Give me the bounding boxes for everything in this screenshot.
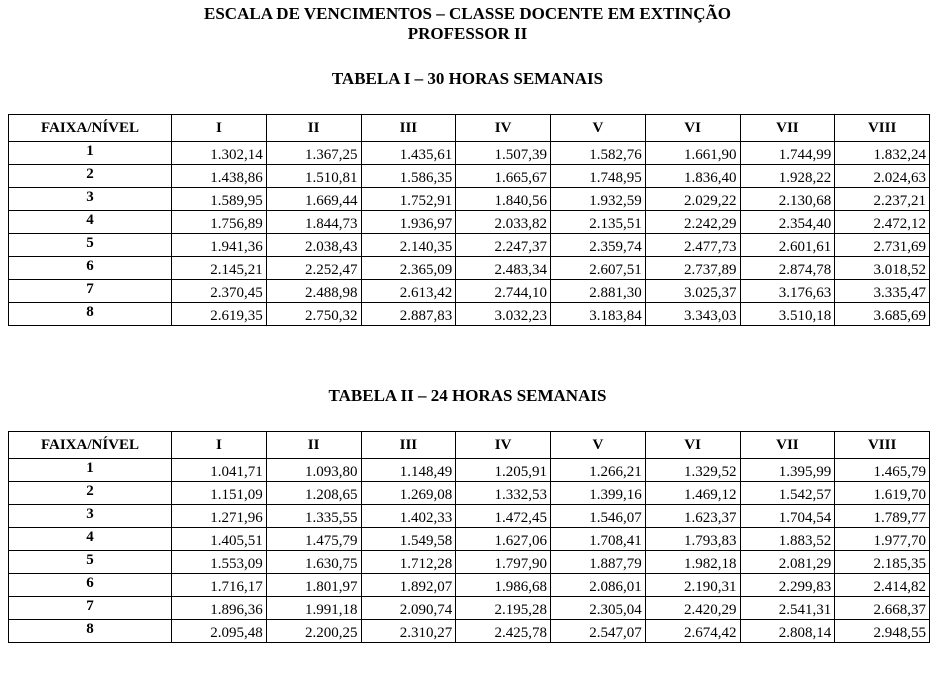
table-row (9, 505, 930, 528)
column-header: V (551, 115, 646, 142)
salary-cell: 2.237,21 (835, 188, 930, 211)
column-header: IV (456, 115, 551, 142)
salary-cell: 2.038,43 (266, 234, 361, 257)
salary-cell: 1.589,95 (172, 188, 267, 211)
salary-cell: 1.367,25 (266, 142, 361, 165)
row-level-label: 7 (9, 280, 172, 303)
salary-cell: 2.200,25 (266, 620, 361, 643)
salary-cell: 2.881,30 (551, 280, 646, 303)
salary-cell: 1.329,52 (645, 459, 740, 482)
salary-cell: 3.018,52 (835, 257, 930, 280)
row-level-label: 4 (9, 528, 172, 551)
salary-cell: 1.977,70 (835, 528, 930, 551)
salary-cell: 2.731,69 (835, 234, 930, 257)
salary-cell: 1.549,58 (361, 528, 456, 551)
column-header: VIII (835, 115, 930, 142)
table-row (9, 528, 930, 551)
row-level-label: 2 (9, 482, 172, 505)
salary-cell: 1.302,14 (172, 142, 267, 165)
salary-cell: 2.472,12 (835, 211, 930, 234)
salary-cell: 1.435,61 (361, 142, 456, 165)
row-level-label: 3 (9, 505, 172, 528)
salary-cell: 1.661,90 (645, 142, 740, 165)
table-row (9, 303, 930, 326)
salary-cell: 1.936,97 (361, 211, 456, 234)
salary-cell: 2.185,35 (835, 551, 930, 574)
salary-cell: 3.183,84 (551, 303, 646, 326)
row-level-label: 1 (9, 459, 172, 482)
column-header: VII (740, 115, 835, 142)
salary-cell: 2.247,37 (456, 234, 551, 257)
salary-cell: 1.896,36 (172, 597, 267, 620)
row-level-label: 1 (9, 142, 172, 165)
salary-cell: 1.208,65 (266, 482, 361, 505)
salary-cell: 1.756,89 (172, 211, 267, 234)
table-2-title: TABELA II – 24 HORAS SEMANAIS (328, 386, 607, 405)
salary-cell: 1.332,53 (456, 482, 551, 505)
salary-cell: 1.887,79 (551, 551, 646, 574)
salary-cell: 1.892,07 (361, 574, 456, 597)
salary-cell: 1.469,12 (645, 482, 740, 505)
salary-cell: 1.205,91 (456, 459, 551, 482)
column-header: II (266, 432, 361, 459)
table-row (9, 257, 930, 280)
salary-cell: 1.793,83 (645, 528, 740, 551)
salary-cell: 1.801,97 (266, 574, 361, 597)
salary-cell: 1.704,54 (740, 505, 835, 528)
salary-cell: 2.365,09 (361, 257, 456, 280)
salary-cell: 1.402,33 (361, 505, 456, 528)
salary-cell: 2.887,83 (361, 303, 456, 326)
salary-cell: 1.716,17 (172, 574, 267, 597)
row-level-label: 8 (9, 303, 172, 326)
salary-cell: 2.874,78 (740, 257, 835, 280)
salary-cell: 2.425,78 (456, 620, 551, 643)
document-title: ESCALA DE VENCIMENTOS – CLASSE DOCENTE EM EXTINÇÃO (204, 4, 731, 23)
salary-cell: 1.271,96 (172, 505, 267, 528)
salary-cell: 1.148,49 (361, 459, 456, 482)
salary-cell: 2.195,28 (456, 597, 551, 620)
salary-cell: 1.941,36 (172, 234, 267, 257)
salary-cell: 1.883,52 (740, 528, 835, 551)
salary-cell: 1.399,16 (551, 482, 646, 505)
salary-cell: 2.310,27 (361, 620, 456, 643)
salary-cell: 1.553,09 (172, 551, 267, 574)
salary-cell: 2.305,04 (551, 597, 646, 620)
salary-cell: 1.844,73 (266, 211, 361, 234)
salary-cell: 2.354,40 (740, 211, 835, 234)
salary-cell: 2.737,89 (645, 257, 740, 280)
salary-cell: 1.748,95 (551, 165, 646, 188)
salary-cell: 2.359,74 (551, 234, 646, 257)
salary-cell: 2.024,63 (835, 165, 930, 188)
salary-cell: 1.041,71 (172, 459, 267, 482)
salary-cell: 2.081,29 (740, 551, 835, 574)
salary-cell: 2.483,34 (456, 257, 551, 280)
salary-cell: 1.335,55 (266, 505, 361, 528)
salary-cell: 2.547,07 (551, 620, 646, 643)
salary-cell: 1.093,80 (266, 459, 361, 482)
salary-cell: 1.928,22 (740, 165, 835, 188)
salary-cell: 1.665,67 (456, 165, 551, 188)
salary-cell: 1.744,99 (740, 142, 835, 165)
salary-cell: 2.488,98 (266, 280, 361, 303)
table-row (9, 165, 930, 188)
salary-cell: 1.405,51 (172, 528, 267, 551)
table-row (9, 459, 930, 482)
row-level-label: 2 (9, 165, 172, 188)
row-level-label: 6 (9, 257, 172, 280)
salary-cell: 3.176,63 (740, 280, 835, 303)
table-header-row (9, 115, 930, 142)
table-row (9, 574, 930, 597)
salary-cell: 2.750,32 (266, 303, 361, 326)
salary-cell: 1.619,70 (835, 482, 930, 505)
salary-cell: 1.669,44 (266, 188, 361, 211)
row-level-label: 5 (9, 551, 172, 574)
salary-cell: 1.712,28 (361, 551, 456, 574)
salary-cell: 2.420,29 (645, 597, 740, 620)
salary-cell: 1.542,57 (740, 482, 835, 505)
column-header: VIII (835, 432, 930, 459)
salary-cell: 2.808,14 (740, 620, 835, 643)
salary-cell: 1.510,81 (266, 165, 361, 188)
salary-cell: 1.266,21 (551, 459, 646, 482)
salary-cell: 2.477,73 (645, 234, 740, 257)
salary-cell: 1.465,79 (835, 459, 930, 482)
salary-cell: 2.029,22 (645, 188, 740, 211)
salary-cell: 1.986,68 (456, 574, 551, 597)
salary-cell: 2.541,31 (740, 597, 835, 620)
salary-cell: 1.546,07 (551, 505, 646, 528)
salary-cell: 1.630,75 (266, 551, 361, 574)
column-header: VI (645, 115, 740, 142)
salary-cell: 1.472,45 (456, 505, 551, 528)
salary-cell: 3.032,23 (456, 303, 551, 326)
salary-table-2 (8, 431, 930, 643)
salary-cell: 2.130,68 (740, 188, 835, 211)
salary-cell: 1.627,06 (456, 528, 551, 551)
salary-cell: 1.623,37 (645, 505, 740, 528)
table-row (9, 142, 930, 165)
salary-cell: 1.840,56 (456, 188, 551, 211)
table-row (9, 188, 930, 211)
column-header: III (361, 432, 456, 459)
salary-cell: 1.797,90 (456, 551, 551, 574)
salary-cell: 1.151,09 (172, 482, 267, 505)
salary-cell: 2.744,10 (456, 280, 551, 303)
column-header-level: FAIXA/NÍVEL (9, 432, 172, 459)
salary-cell: 1.395,99 (740, 459, 835, 482)
row-level-label: 4 (9, 211, 172, 234)
salary-cell: 2.090,74 (361, 597, 456, 620)
table-row (9, 597, 930, 620)
salary-cell: 1.982,18 (645, 551, 740, 574)
salary-cell: 2.370,45 (172, 280, 267, 303)
salary-cell: 2.252,47 (266, 257, 361, 280)
table-row (9, 234, 930, 257)
salary-cell: 3.025,37 (645, 280, 740, 303)
row-level-label: 8 (9, 620, 172, 643)
salary-cell: 2.145,21 (172, 257, 267, 280)
table-row (9, 211, 930, 234)
table-row (9, 482, 930, 505)
salary-cell: 2.674,42 (645, 620, 740, 643)
salary-cell: 3.685,69 (835, 303, 930, 326)
salary-cell: 1.836,40 (645, 165, 740, 188)
salary-cell: 2.033,82 (456, 211, 551, 234)
table-row (9, 280, 930, 303)
salary-cell: 2.613,42 (361, 280, 456, 303)
salary-cell: 2.095,48 (172, 620, 267, 643)
salary-table-1 (8, 114, 930, 326)
salary-cell: 2.607,51 (551, 257, 646, 280)
salary-cell: 1.438,86 (172, 165, 267, 188)
salary-cell: 1.832,24 (835, 142, 930, 165)
column-header: V (551, 432, 646, 459)
table-header-row (9, 432, 930, 459)
salary-cell: 2.086,01 (551, 574, 646, 597)
salary-cell: 1.789,77 (835, 505, 930, 528)
table-1-title: TABELA I – 30 HORAS SEMANAIS (331, 69, 604, 88)
column-header: IV (456, 432, 551, 459)
row-level-label: 5 (9, 234, 172, 257)
salary-cell: 2.948,55 (835, 620, 930, 643)
column-header: VI (645, 432, 740, 459)
column-header: VII (740, 432, 835, 459)
salary-cell: 2.140,35 (361, 234, 456, 257)
salary-cell: 3.335,47 (835, 280, 930, 303)
salary-cell: 3.343,03 (645, 303, 740, 326)
salary-cell: 2.190,31 (645, 574, 740, 597)
row-level-label: 6 (9, 574, 172, 597)
salary-cell: 1.752,91 (361, 188, 456, 211)
salary-cell: 3.510,18 (740, 303, 835, 326)
column-header: II (266, 115, 361, 142)
salary-cell: 2.135,51 (551, 211, 646, 234)
column-header: I (172, 115, 267, 142)
salary-cell: 2.299,83 (740, 574, 835, 597)
row-level-label: 7 (9, 597, 172, 620)
salary-cell: 2.619,35 (172, 303, 267, 326)
salary-cell: 1.991,18 (266, 597, 361, 620)
salary-cell: 2.242,29 (645, 211, 740, 234)
salary-cell: 2.601,61 (740, 234, 835, 257)
row-level-label: 3 (9, 188, 172, 211)
salary-cell: 1.586,35 (361, 165, 456, 188)
column-header: III (361, 115, 456, 142)
table-row (9, 551, 930, 574)
table-row (9, 620, 930, 643)
salary-cell: 1.582,76 (551, 142, 646, 165)
column-header-level: FAIXA/NÍVEL (9, 115, 172, 142)
document-subtitle: PROFESSOR II (407, 24, 528, 43)
column-header: I (172, 432, 267, 459)
salary-cell: 2.668,37 (835, 597, 930, 620)
salary-cell: 1.708,41 (551, 528, 646, 551)
salary-cell: 1.932,59 (551, 188, 646, 211)
salary-cell: 1.475,79 (266, 528, 361, 551)
salary-cell: 2.414,82 (835, 574, 930, 597)
salary-cell: 1.269,08 (361, 482, 456, 505)
salary-cell: 1.507,39 (456, 142, 551, 165)
